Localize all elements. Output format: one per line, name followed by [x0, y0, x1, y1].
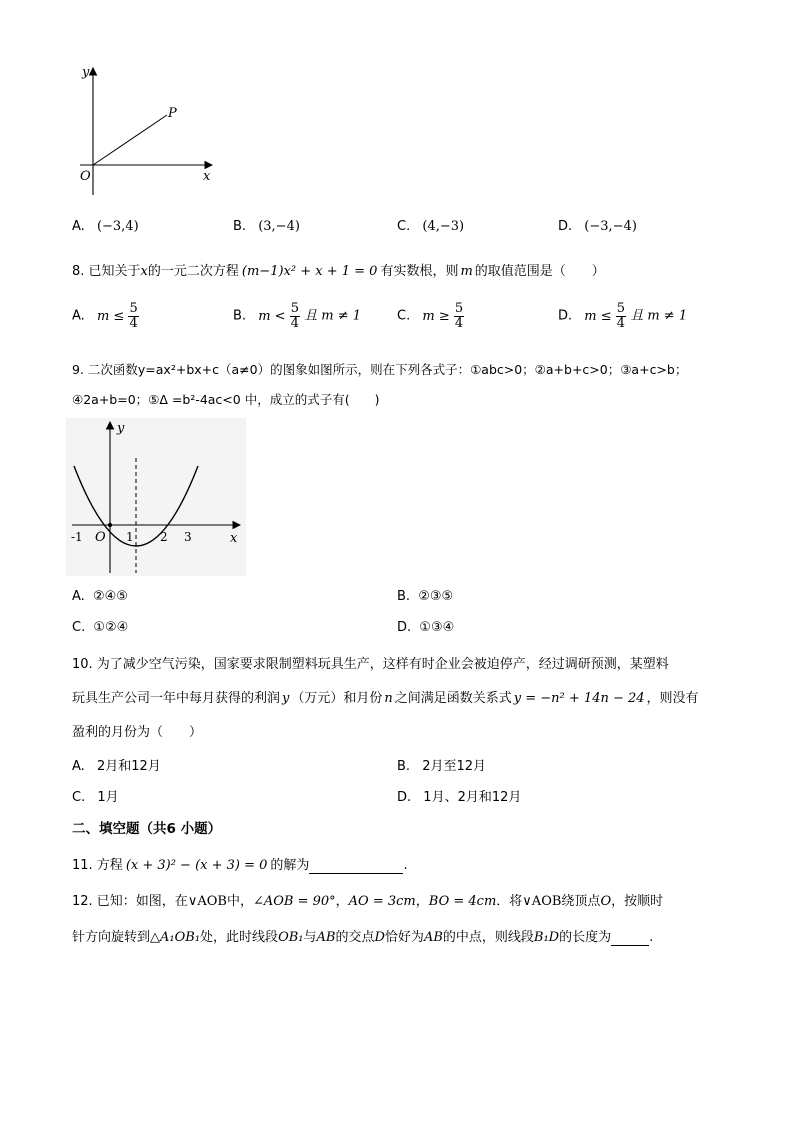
q10-stem-line1: 10. 为了减少空气污染，国家要求限制塑料玩具生产，这样有时企业会被迫停产，经过调研预测，某塑料 — [72, 657, 669, 672]
option-relation: m ≥ — [422, 308, 450, 324]
denominator: 4 — [290, 315, 299, 331]
q8-option-b[interactable] — [233, 302, 361, 330]
q8-option-c[interactable] — [397, 302, 464, 330]
option-letter: C. — [72, 790, 86, 805]
fraction — [454, 302, 464, 330]
q10-var-y: y — [282, 691, 290, 706]
segment-ab: AB — [316, 930, 336, 945]
q7-option-c[interactable] — [397, 219, 464, 234]
q12-stem-line1 — [72, 890, 663, 909]
triangle-aob: ∨AOB — [187, 894, 227, 909]
option-relation: m ≤ — [96, 308, 125, 324]
triangle-aob: ∨AOB — [522, 894, 562, 909]
option-value: 1月 — [97, 790, 119, 805]
fraction — [128, 302, 138, 330]
option-relation: m ≤ — [584, 308, 612, 324]
numerator: 5 — [616, 301, 626, 316]
q12-text: 的交点 — [335, 930, 375, 945]
q9-option-a[interactable] — [72, 589, 128, 604]
option-value: ②③⑤ — [418, 589, 454, 604]
graph-x-label: x — [230, 531, 238, 546]
option-letter: C. — [397, 219, 411, 234]
q9-stem-line1: 9. 二次函数y=ax²+bx+c（a≠0）的图象如图所示，则在下列各式子：①abc>0；②a+b+c>0；③a+c>b； — [72, 362, 688, 377]
q12-text: 绕顶点 — [561, 894, 601, 909]
segment-ab: AB — [423, 930, 443, 945]
q11-stem — [72, 854, 408, 874]
q10-option-d[interactable] — [397, 786, 521, 805]
q7-option-d[interactable] — [558, 219, 637, 234]
denominator: 4 — [454, 315, 464, 331]
q11-text-c: . — [403, 858, 408, 873]
q9-option-c[interactable] — [72, 620, 128, 635]
q10-option-c[interactable] — [72, 786, 119, 805]
option-letter: C. — [72, 620, 86, 635]
numerator: 5 — [290, 301, 299, 316]
answer-blank[interactable] — [309, 858, 403, 874]
option-letter: B. — [233, 308, 247, 324]
option-relation: m < — [258, 308, 286, 324]
x-label: x — [203, 169, 211, 184]
option-value: (3,−4) — [258, 219, 300, 234]
option-condition: 且 m ≠ 1 — [630, 308, 688, 324]
option-value: ②④⑤ — [92, 589, 128, 604]
q8-equation: (m−1)x² + x + 1 = 0 — [241, 264, 378, 279]
q8-option-a[interactable] — [72, 302, 139, 330]
q10-text-d: ，则没有 — [646, 691, 699, 706]
q10-equation: y = −n² + 14n − 24 — [513, 691, 645, 706]
q7-option-a[interactable] — [72, 219, 139, 234]
option-letter: A. — [72, 589, 85, 604]
q10-option-b[interactable] — [397, 755, 486, 774]
q10-stem-line2 — [72, 687, 699, 706]
q10-text-a: 玩具生产公司一年中每月获得的利润 — [72, 691, 281, 706]
y-label: y — [82, 65, 90, 80]
graph-origin-label: O — [95, 530, 106, 545]
q12-condition-ao: AO = 3cm — [348, 894, 416, 909]
triangle-a1ob1: △A₁OB₁ — [150, 930, 201, 945]
graph-y-label: y — [117, 421, 125, 436]
q12-condition-angle: ∠AOB = 90° — [252, 894, 336, 909]
q12-text: 12. 已知：如图，在 — [72, 894, 188, 909]
ray-op — [93, 115, 167, 165]
denominator: 4 — [616, 315, 626, 331]
q10-text-c: 之间满足函数关系式 — [394, 691, 512, 706]
option-value: 1月、2月和12月 — [423, 790, 522, 805]
q9-option-b[interactable] — [397, 589, 453, 604]
q8-text-b: 的一元二次方程 — [147, 264, 239, 279]
option-value: (−3,−4) — [584, 219, 637, 234]
option-letter: B. — [233, 219, 247, 234]
q12-text: 的中点，则线段 — [442, 930, 534, 945]
q10-var-n: n — [384, 691, 393, 706]
fraction — [290, 302, 300, 330]
q12-text: 恰好为 — [384, 930, 424, 945]
fraction — [616, 302, 626, 330]
q11-text-b: 的解为 — [270, 858, 310, 873]
option-value: (4,−3) — [422, 219, 465, 234]
denominator: 4 — [129, 315, 138, 331]
numerator: 5 — [129, 301, 138, 316]
segment-ob1: OB₁ — [278, 930, 304, 945]
q12-text: ．将 — [496, 894, 523, 909]
option-letter: A. — [72, 219, 85, 234]
q12-text: 针方向旋转到 — [72, 930, 151, 945]
answer-blank[interactable] — [611, 930, 649, 946]
numerator: 5 — [454, 301, 464, 316]
q10-option-a[interactable] — [72, 755, 161, 774]
q12-text: ，按顺时 — [611, 894, 664, 909]
q11-equation: (x + 3)² − (x + 3) = 0 — [125, 858, 268, 873]
q9-option-d[interactable] — [397, 620, 454, 635]
q11-text-a: 11. 方程 — [72, 858, 123, 873]
option-letter: A. — [72, 759, 85, 774]
q12-text: 的长度为 — [559, 930, 612, 945]
segment-b1d: B₁D — [533, 930, 560, 945]
tick-2: 2 — [160, 530, 168, 544]
section-heading: 二、填空题（共6 小题） — [72, 821, 222, 837]
point-o: O — [600, 894, 612, 909]
q12-condition-bo: BO = 4cm — [428, 894, 497, 909]
origin-label: O — [80, 169, 91, 184]
option-letter: C. — [397, 308, 411, 324]
origin-dot — [108, 523, 112, 527]
q12-text: 中， — [226, 894, 253, 909]
option-letter: A. — [72, 308, 85, 324]
option-letter: D. — [397, 790, 412, 805]
q8-var-x: x — [140, 264, 148, 279]
option-condition: 且 m ≠ 1 — [304, 308, 362, 324]
separator: ， — [415, 894, 429, 909]
tick-1: 1 — [126, 530, 134, 544]
q10-text-b: （万元）和月份 — [291, 691, 383, 706]
q8-text-d: 的取值范围是（ ） — [474, 264, 605, 279]
q9-stem-line2: ④2a+b=0；⑤Δ =b²-4ac<0 中，成立的式子有( ) — [72, 392, 380, 407]
q7-option-b[interactable] — [233, 219, 300, 234]
option-letter: D. — [397, 620, 412, 635]
tick-3: 3 — [184, 530, 192, 544]
q8-text-c: 有实数根，则 — [380, 264, 459, 279]
option-letter: D. — [558, 219, 573, 234]
q8-text-a: 8. 已知关于 — [72, 264, 141, 279]
q8-var-m: m — [460, 264, 473, 279]
separator: ， — [335, 894, 349, 909]
q12-text: 与 — [303, 930, 317, 945]
option-letter: B. — [397, 589, 411, 604]
q12-stem-line2 — [72, 926, 653, 946]
option-value: (−3,4) — [96, 219, 139, 234]
option-value: ①②④ — [93, 620, 129, 635]
q8-option-d[interactable] — [558, 302, 687, 330]
point-p-label: P — [168, 106, 177, 121]
option-letter: D. — [558, 308, 573, 324]
q10-stem-line3: 盈利的月份为（ ） — [72, 725, 203, 740]
coordinate-figure — [72, 62, 222, 202]
option-value: 2月和12月 — [96, 759, 161, 774]
option-value: 2月至12月 — [422, 759, 487, 774]
q8-stem — [72, 260, 605, 279]
point-d: D — [374, 930, 385, 945]
parabola-graph — [66, 418, 246, 576]
q12-text: . — [649, 930, 654, 945]
option-value: ①③④ — [419, 620, 455, 635]
option-letter: B. — [397, 759, 411, 774]
q12-text: 处，此时线段 — [200, 930, 279, 945]
tick-neg1: -1 — [71, 530, 83, 544]
